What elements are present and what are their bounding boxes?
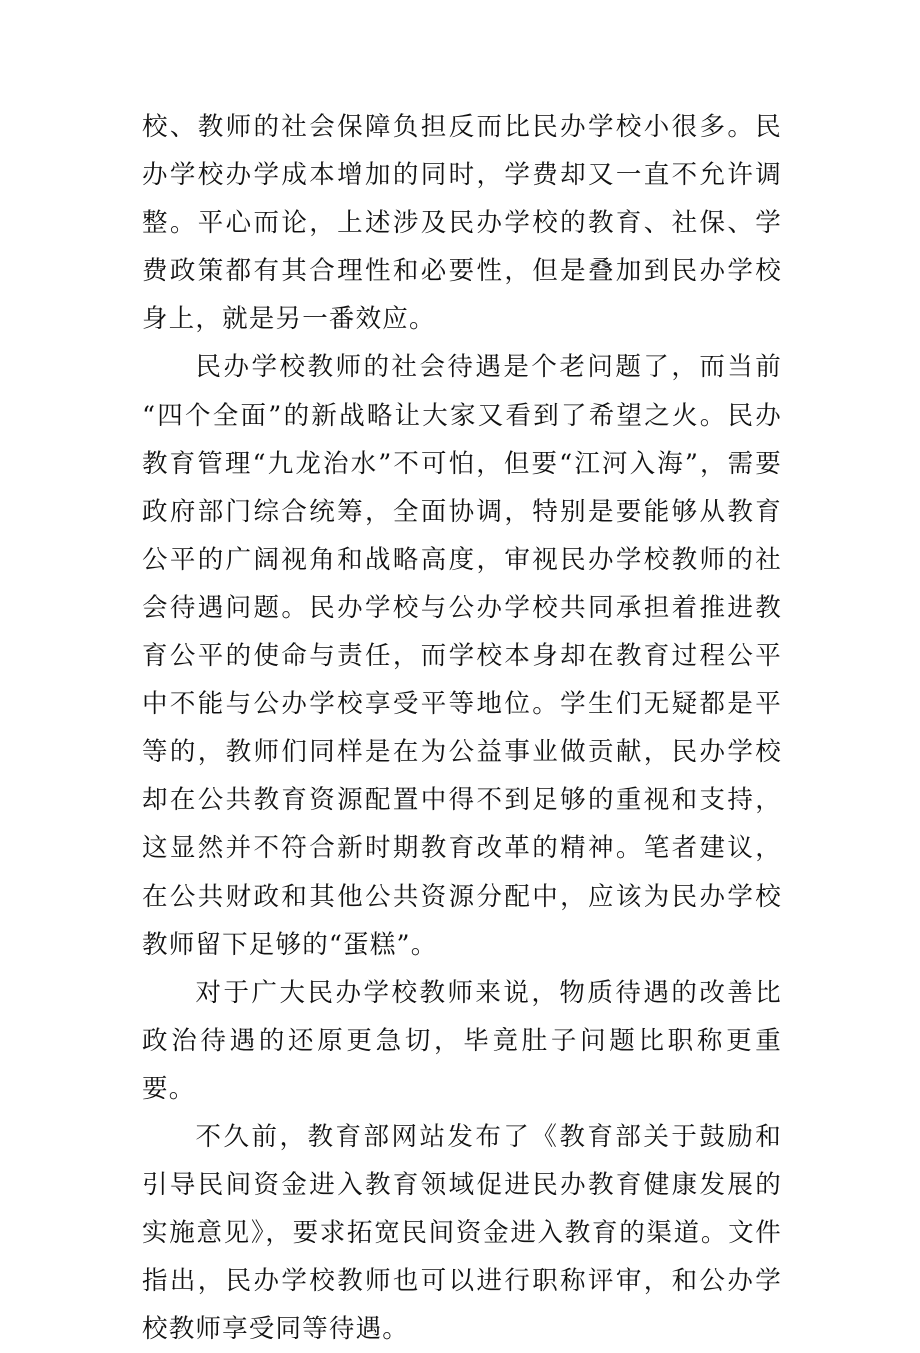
paragraph-1: 校、教师的社会保障负担反而比民办学校小很多。民办学校办学成本增加的同时，学费却又一直不允许调整。平心而论，上述涉及民办学校的教育、社保、学费政策都有其合理性和必要性，但是叠加到民办学校身上，就是另一番效应。 bbox=[142, 112, 782, 335]
paragraph-3: 对于广大民办学校教师来说，物质待遇的改善比政治待遇的还原更急切，毕竟肚子问题比职称更重要。 bbox=[142, 977, 782, 1104]
paragraph-4: 不久前，教育部网站发布了《教育部关于鼓励和引导民间资金进入教育领域促进民办教育健康发展的实施意见》，要求拓宽民间资金进入教育的渠道。文件指出，民办学校教师也可以进行职称评审，和公办学校教师享受同等待遇。 bbox=[142, 1121, 782, 1345]
paragraph-2: 民办学校教师的社会待遇是个老问题了，而当前 “四个全面”的新战略让大家又看到了希望之火。民办教育管理“九龙治水”不可怕，但要“江河入海”，需要政府部门综合统筹，全面协调，特别是要能够从教育公平的广阔视角和战略高度，审视民办学校教师的社会待遇问题。民办学校与公办学校共同承担着推进教育公平的使命与责任，而学校本身却在教育过程公平中不能与公办学校享受平等地位。学生们无疑都是平等的，教师们同样是在为公益事业做贡献，民办学校却在公共教育资源配置中得不到足够的重视和支持，这显然并不符合新时期教育改革的精神。笔者建议，在公共财政和其他公共资源分配中，应该为民办学校教师留下足够的“蛋糕”。 bbox=[142, 352, 782, 960]
document-body bbox=[142, 103, 782, 1353]
